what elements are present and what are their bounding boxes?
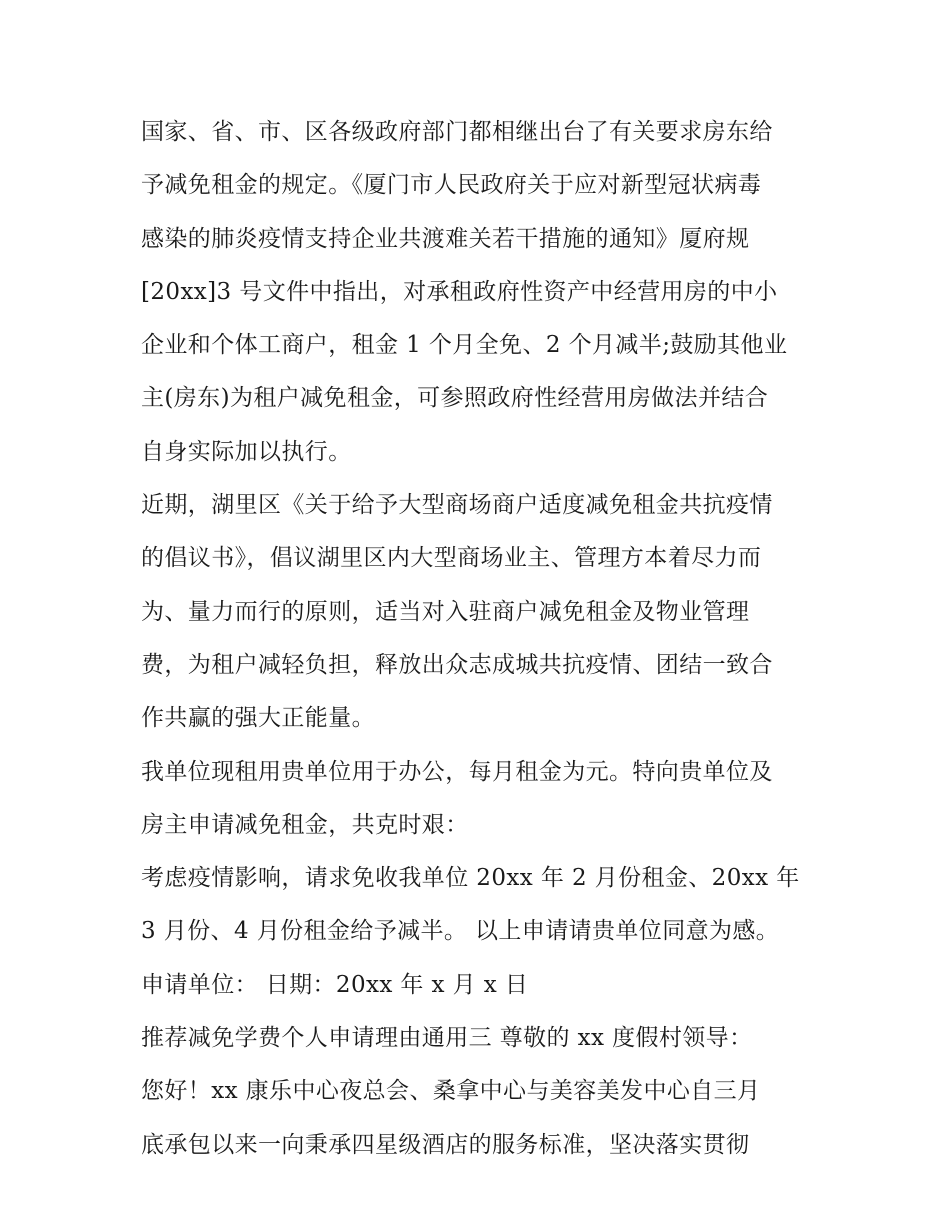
text-line: [20xx]3 号文件中指出，对承租政府性资产中经营用房的中小 [141,278,778,305]
text-line: 主(房东)为租户减免租金，可参照政府性经营用房做法并结合 [141,385,769,412]
text-line: 自身实际加以执行。 [141,438,352,465]
text-line: 考虑疫情影响，请求免收我单位 20xx 年 2 月份租金、20xx 年 [141,865,800,892]
text-line: 费，为租户减轻负担，释放出众志成城共抗疫情、团结一致合 [141,651,773,678]
text-line: 国家、省、市、区各级政府部门都相继出台了有关要求房东给 [141,119,773,145]
text-line: 我单位现租用贵单位用于办公，每月租金为元。特向贵单位及 [141,758,773,785]
text-line: 予减免租金的规定。《厦门市人民政府关于应对新型冠状病毒 [141,172,762,199]
text-line: 企业和个体工商户，租金 1 个月全免、2 个月减半;鼓励其他业 [141,332,788,359]
text-line: 感染的肺炎疫情支持企业共渡难关若干措施的通知》厦府规 [141,225,750,252]
document-body [141,106,821,1172]
text-line: 3 月份、4 月份租金给予减半。 以上申请请贵单位同意为感。 [141,918,780,945]
text-line: 的倡议书》，倡议湖里区内大型商场业主、管理方本着尽力而 [141,545,762,572]
text-line: 推荐减免学费个人申请理由通用三 尊敬的 xx 度假村领导： [141,1025,753,1052]
text-line: 您好！xx 康乐中心夜总会、桑拿中心与美容美发中心自三月 [141,1078,761,1105]
text-line: 为、量力而行的原则，适当对入驻商户减免租金及物业管理 [141,598,750,625]
text-line: 作共赢的强大正能量。 [141,705,375,732]
text-line: 房主申请减免租金，共克时艰： [141,811,469,838]
text-line: 底承包以来一向秉承四星级酒店的服务标准，坚决落实贯彻 [141,1131,750,1158]
text-line: 近期，湖里区《关于给予大型商场商户适度减免租金共抗疫情 [141,492,773,519]
text-line: 申请单位： 日期：20xx 年 x 月 x 日 [141,971,529,998]
